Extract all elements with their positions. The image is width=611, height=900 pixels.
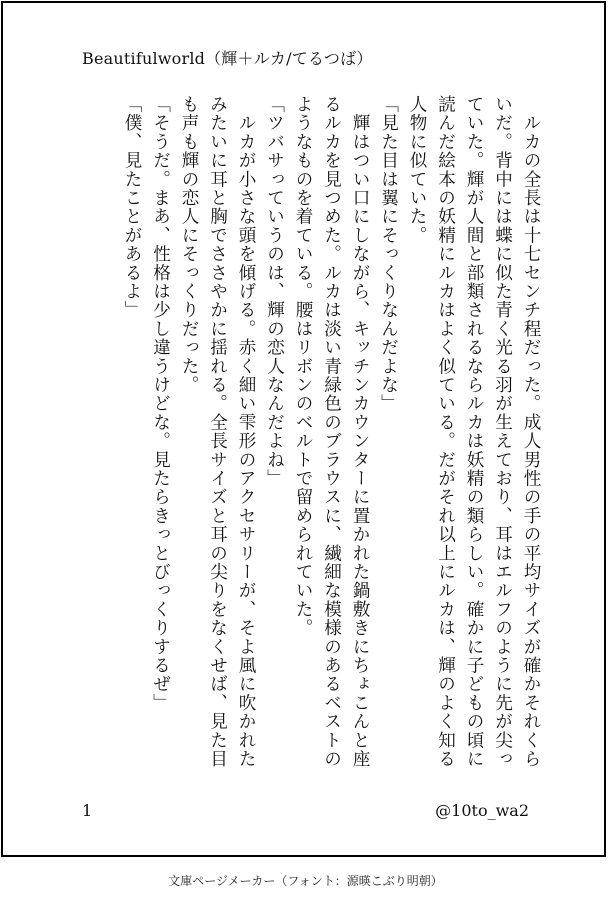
text-line: ていた。輝が人間と部類されるならルカは妖精の類らしい。確かに子どもの頃に (464, 95, 484, 769)
footer-caption: 文庫ページメーカー（フォント：源暎こぶり明朝） (168, 874, 443, 888)
text-line: ルカが小さな頭を傾げる。赤く細い雫形のアクセサリーが、そよ風に吹かれた (236, 95, 256, 769)
text-line: 「そうだ。まあ、性格は少し違うけどな。見たらきっとびっくりするぜ」 (150, 95, 171, 713)
vertical-body-text (73, 95, 545, 785)
text-line: ルカの全長は十七センチ程だった。成人男性の手の平均サイズが確かそれくら (521, 95, 541, 769)
text-line: 輝はつい口にしながら、キッチンカウンターに置かれた鍋敷きにちょこんと座 (350, 95, 370, 769)
text-line: いだ。背中には蝶に似た青く光る羽が生えており、耳はエルフのように先が尖っ (492, 95, 513, 769)
text-line: 「見た目は翼にそっくりなんだよな」 (378, 95, 399, 413)
text-line: も声も輝の恋人にそっくりだった。 (179, 95, 199, 395)
page-header-title: Beautifulworld（輝＋ルカ/てるつば） (82, 49, 373, 68)
text-line: 読んだ絵本の妖精にルカはよく似ている。だがそれ以上にルカは、輝のよく知る (435, 95, 456, 769)
text-line: 人物に似ていた。 (407, 95, 427, 245)
text-line: ようなものを着ている。腰はリボンのベルトで留められていた。 (293, 95, 313, 638)
text-line: るルカを見つめた。ルカは淡い青緑色のブラウスに、繊細な模様のあるベストの (321, 95, 342, 769)
author-handle: @10to_wa2 (435, 801, 529, 820)
book-page (1, 1, 606, 857)
page-number: 1 (82, 801, 93, 820)
text-line: 「ツバサっていうのは、輝の恋人なんだよね」 (264, 95, 285, 488)
text-line: みたいに耳と胸でささやかに揺れる。全長サイズと耳の尖りをなくせば、見た目 (207, 95, 228, 769)
text-line: 「僕、見たことがあるよ」 (122, 95, 142, 320)
